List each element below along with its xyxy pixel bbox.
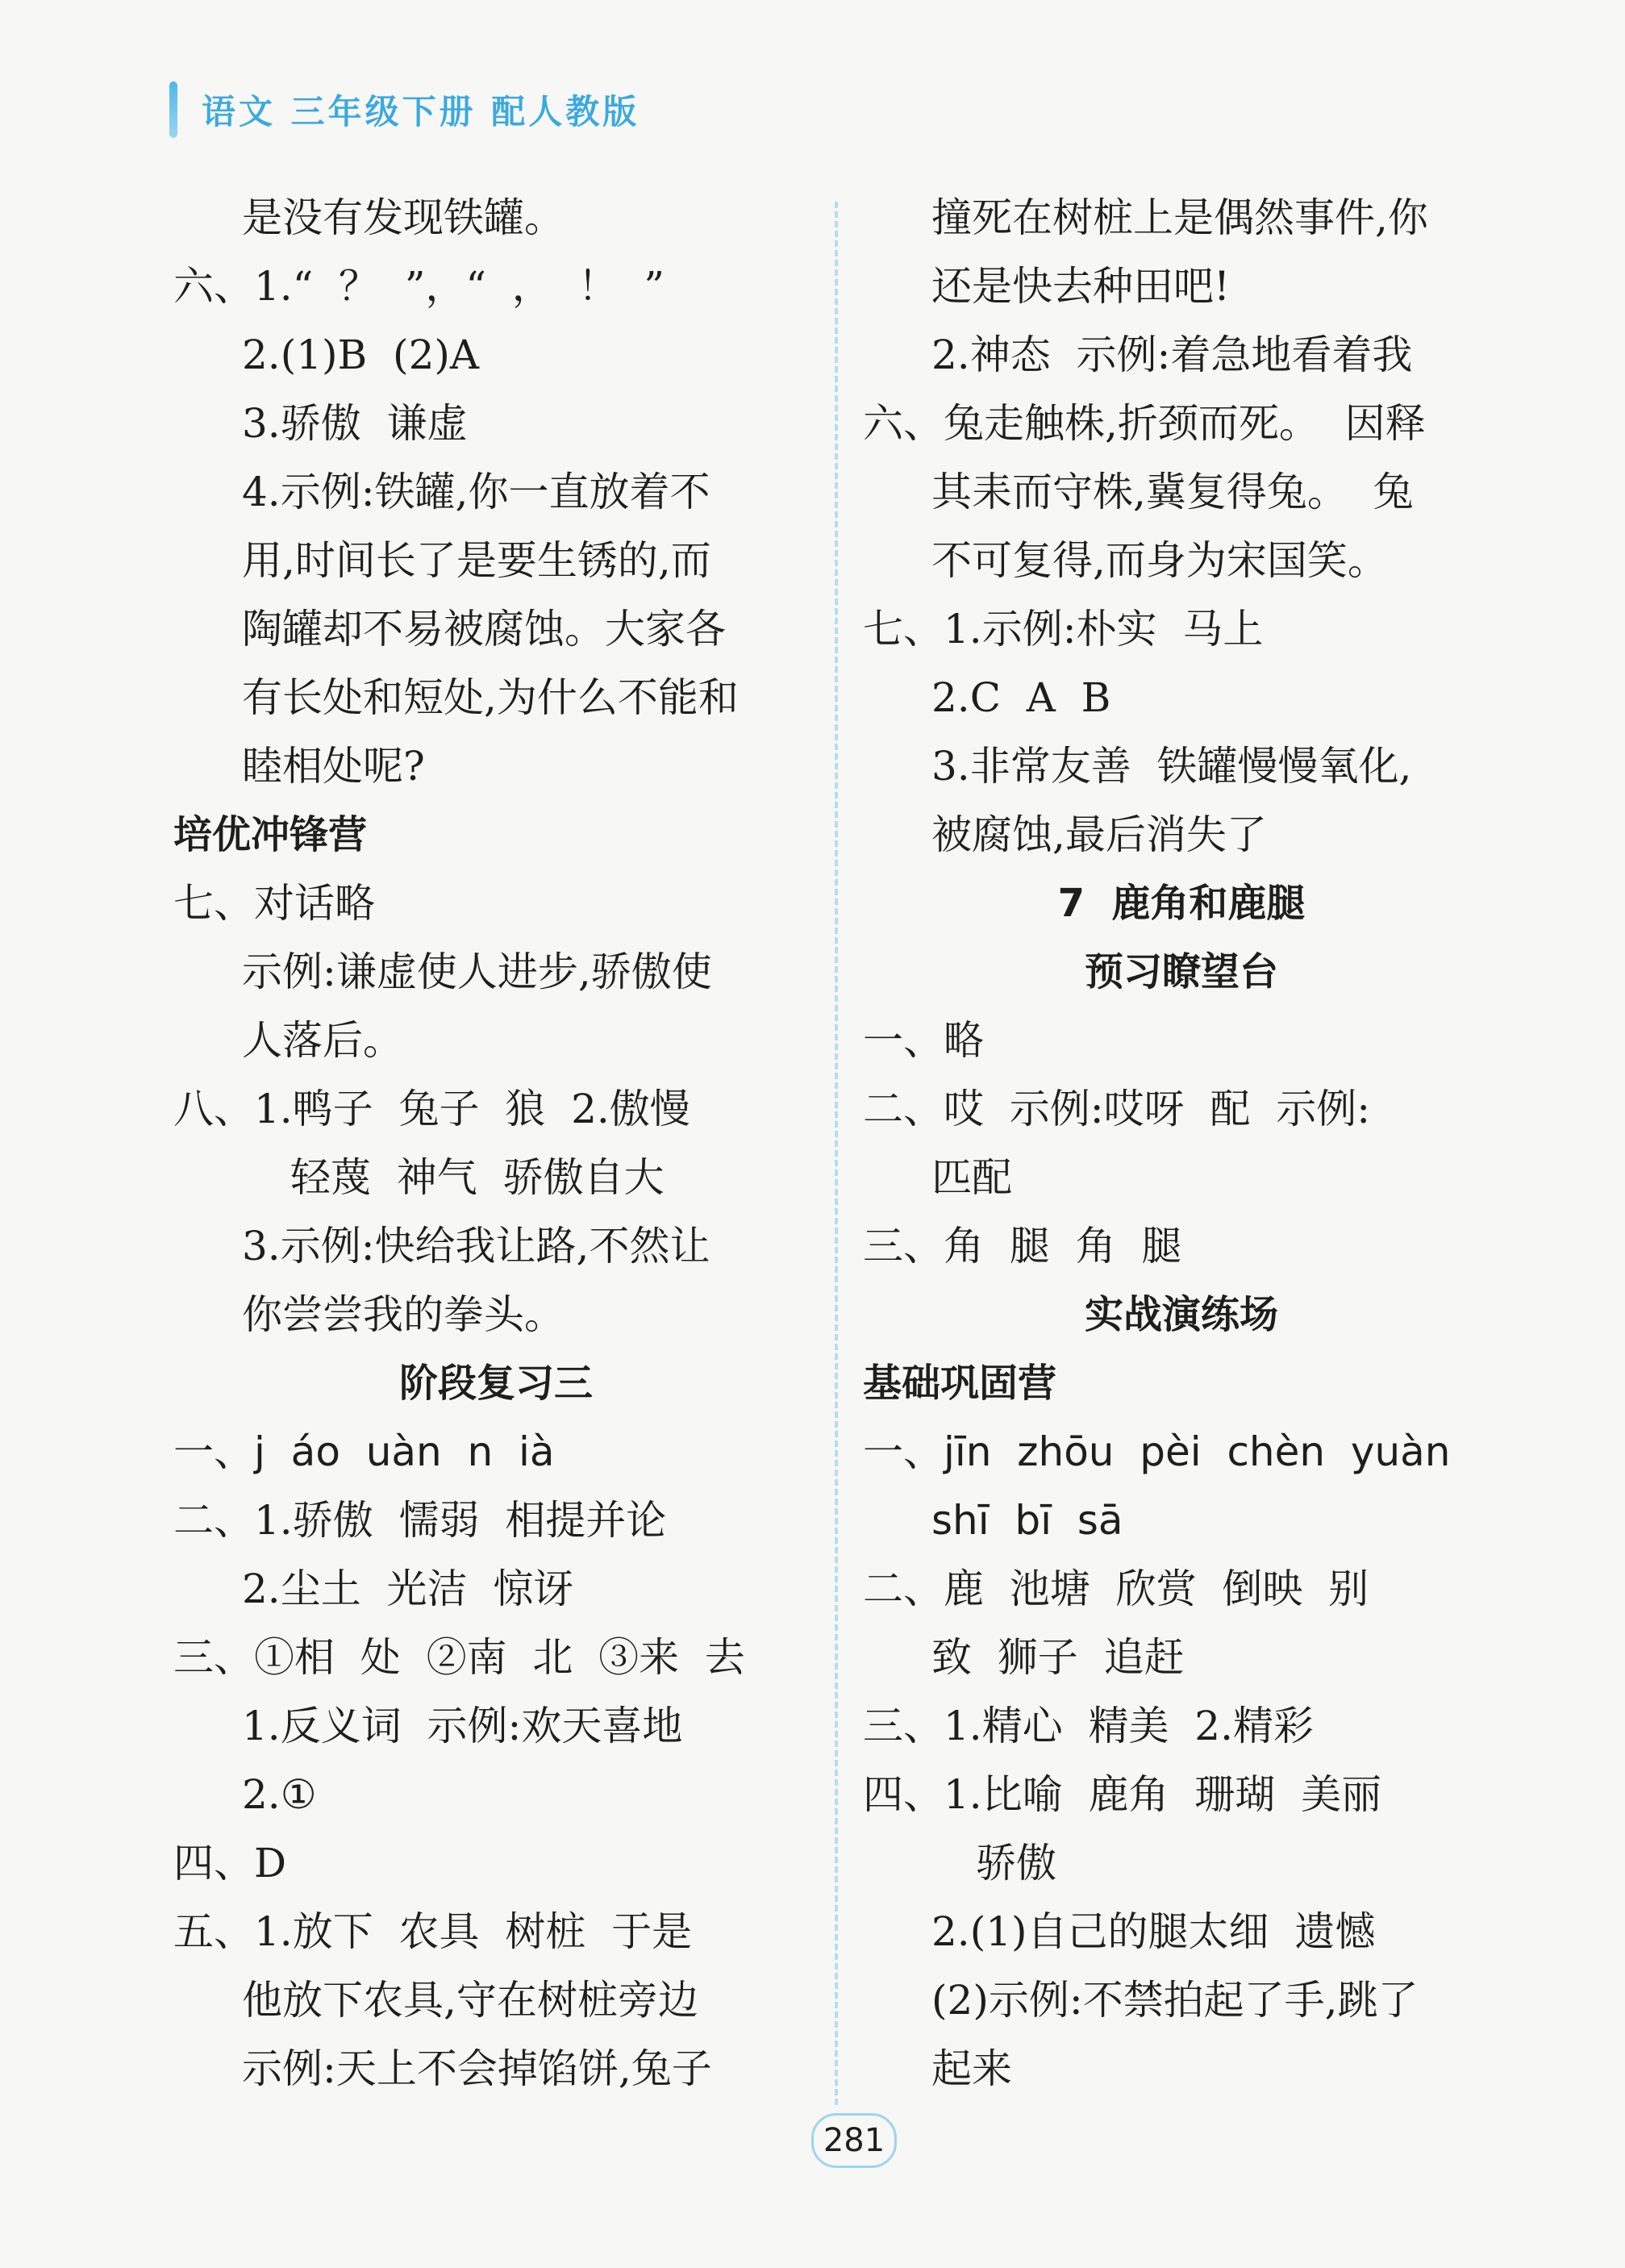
answer-line: 还是快去种田吧!: [931, 263, 1231, 310]
right-column: [863, 184, 1500, 2103]
answer-line: 四、1.比喻 鹿角 珊瑚 美丽: [863, 1771, 1382, 1818]
answer-line: 用,时间长了是要生锈的,而: [242, 537, 711, 584]
answer-line: 3.示例:快给我让路,不然让: [242, 1223, 710, 1269]
answer-line: 示例:谦虚使人进步,骄傲使: [242, 948, 712, 995]
column-divider: [835, 202, 838, 2105]
answer-line: 2.尘土 光洁 惊讶: [242, 1566, 574, 1612]
answer-line: 致 狮子 追赶: [931, 1634, 1185, 1681]
header-title: 语文 三年级下册 配人教版: [202, 92, 640, 131]
answer-line: 被腐蚀,最后消失了: [931, 811, 1267, 858]
answer-line: 其耒而守株,冀复得兔。 兔: [931, 469, 1414, 515]
answer-line: 2.C A B: [931, 674, 1111, 721]
answer-line: 人落后。: [242, 1017, 403, 1064]
answer-line: 他放下农具,守在树桩旁边: [242, 1977, 698, 2024]
answer-line: 一、jīn zhōu pèi chèn yuàn: [863, 1428, 1451, 1475]
answer-line: 八、1.鸭子 兔子 狼 2.傲慢: [173, 1086, 690, 1132]
answer-line: 起来: [931, 2045, 1012, 2092]
answer-line: 二、哎 示例:哎呀 配 示例:: [863, 1086, 1371, 1132]
answer-line: 2.①: [242, 1771, 317, 1818]
answer-line: 睦相处呢?: [242, 743, 425, 790]
answer-line: 匹配: [931, 1154, 1012, 1201]
answer-line: 2.(1)自己的腿太细 遗憾: [931, 1908, 1376, 1955]
answer-line: 五、1.放下 农具 树桩 于是: [173, 1908, 693, 1955]
answer-line: 1.反义词 示例:欢天喜地: [242, 1703, 683, 1749]
header-bar-icon: [169, 81, 177, 138]
answer-line: 轻蔑 神气 骄傲自大: [290, 1154, 665, 1201]
lesson-title: 7 鹿角和鹿腿: [1057, 881, 1306, 926]
section-heading: 基础巩固营: [863, 1361, 1057, 1406]
answer-line: 3.非常友善 铁罐慢慢氧化,: [931, 743, 1412, 790]
answer-line: 一、j áo uàn n ià: [173, 1428, 555, 1475]
answer-line: 三、1.精心 精美 2.精彩: [863, 1703, 1314, 1749]
section-heading: 阶段复习三: [398, 1361, 593, 1406]
section-heading: 实战演练场: [1084, 1292, 1278, 1337]
page-number: 281: [811, 2113, 897, 2168]
answer-line: 七、对话略: [173, 880, 375, 927]
answer-line: (2)示例:不禁拍起了手,跳了: [931, 1977, 1419, 2024]
answer-line: 三、角 腿 角 腿: [863, 1223, 1182, 1269]
section-heading: 培优冲锋营: [173, 812, 368, 857]
answer-line: 四、D: [173, 1840, 287, 1887]
answer-line: 六、兔走触株,折颈而死。 因释: [863, 400, 1426, 447]
answer-line: 陶罐却不易被腐蚀。大家各: [242, 606, 726, 652]
answer-line: 4.示例:铁罐,你一直放着不: [242, 469, 710, 515]
answer-line: 六、1.“ ？ ”，“ ， ！ ”: [173, 263, 665, 310]
answer-line: 3.骄傲 谦虚: [242, 400, 468, 447]
answer-line: 有长处和短处,为什么不能和: [242, 674, 739, 721]
answer-line: 三、①相 处 ②南 北 ③来 去: [173, 1634, 745, 1681]
answer-line: 二、1.骄傲 懦弱 相提并论: [173, 1497, 667, 1544]
answer-line: 撞死在树桩上是偶然事件,你: [931, 194, 1428, 241]
left-column: [173, 184, 819, 2103]
answer-line: 七、1.示例:朴实 马上: [863, 606, 1264, 652]
section-heading: 预习瞭望台: [1084, 949, 1278, 994]
answer-line: shī bī sā: [931, 1497, 1123, 1544]
answer-line: 2.神态 示例:着急地看着我: [931, 331, 1413, 378]
answer-line: 示例:天上不会掉馅饼,兔子: [242, 2045, 712, 2092]
answer-line: 不可复得,而身为宋国笑。: [931, 537, 1388, 584]
page-header: [169, 77, 640, 142]
answer-line: 是没有发现铁罐。: [242, 194, 565, 241]
answer-line: 2.(1)B (2)A: [242, 331, 479, 378]
answer-line: 一、略: [863, 1017, 984, 1064]
answer-line: 二、鹿 池塘 欣赏 倒映 别: [863, 1566, 1369, 1612]
answer-line: 骄傲: [976, 1840, 1056, 1887]
answer-line: 你尝尝我的拳头。: [242, 1291, 565, 1338]
